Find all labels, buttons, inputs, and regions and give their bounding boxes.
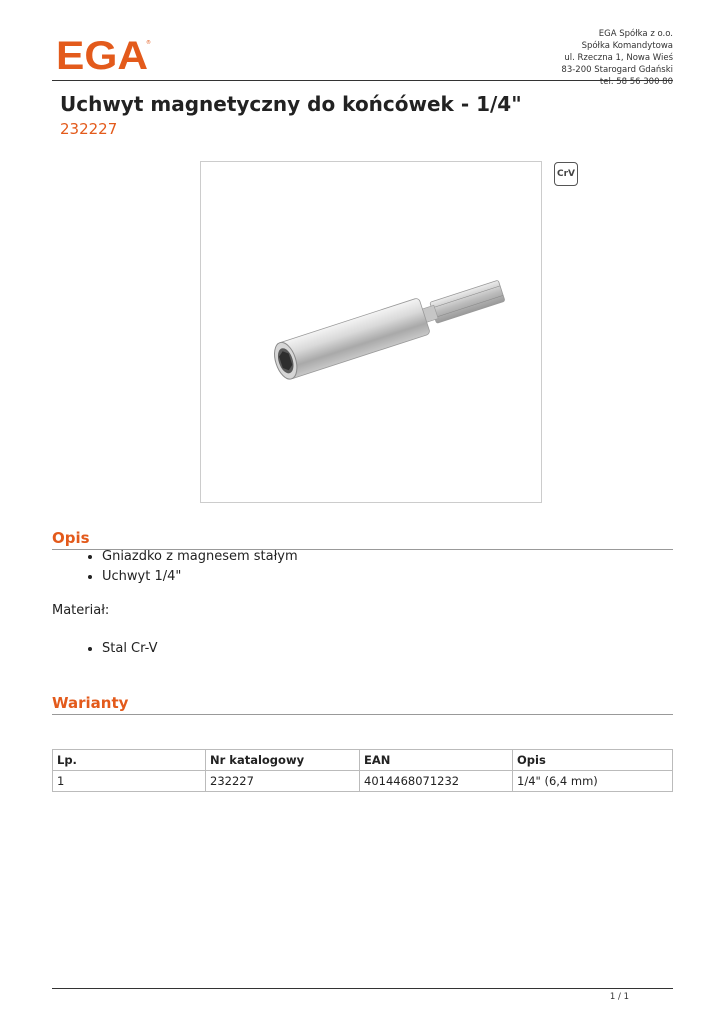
product-image [200, 161, 542, 503]
list-item: • Uchwyt 1/4" [102, 567, 298, 587]
table-header-row [53, 750, 673, 771]
section-heading-warianty: Warianty [52, 694, 673, 715]
company-line: tel. 58 56 300 80 [599, 77, 673, 87]
company-line: ul. Rzeczna 1, Nowa Wieś [564, 53, 673, 63]
crv-material-badge: CrV [554, 162, 578, 186]
header-divider [52, 80, 673, 81]
company-line: Spółka Komandytowa [581, 41, 673, 51]
company-line: EGA Spółka z o.o. [598, 29, 673, 39]
company-line: 83-200 Starogard Gdański [561, 65, 673, 75]
page-number: 1 / 1 [609, 992, 629, 1002]
company-info [561, 28, 673, 88]
svg-text:®: ® [146, 40, 151, 46]
list-item: • Stal Cr-V [102, 639, 157, 659]
section-heading-opis: Opis [52, 529, 673, 550]
footer-divider [52, 988, 673, 989]
column-header: Lp. [53, 750, 206, 771]
table-cell: 232227 [206, 771, 360, 792]
product-title: Uchwyt magnetyczny do końcówek - 1/4" [60, 92, 522, 116]
opis-list [70, 547, 298, 587]
ega-logo [56, 36, 152, 76]
list-item: • Gniazdko z magnesem stałym [102, 547, 298, 567]
product-code: 232227 [60, 120, 118, 138]
column-header: EAN [360, 750, 513, 771]
table-row [53, 771, 673, 792]
column-header: Opis [513, 750, 673, 771]
table-cell: 1 [53, 771, 206, 792]
material-label: Materiał: [52, 603, 110, 618]
column-header: Nr katalogowy [206, 750, 360, 771]
variants-table [52, 749, 673, 792]
logo-text: EGA [56, 36, 148, 72]
table-cell: 4014468071232 [360, 771, 513, 792]
table-cell: 1/4" (6,4 mm) [513, 771, 673, 792]
material-list [70, 639, 157, 659]
